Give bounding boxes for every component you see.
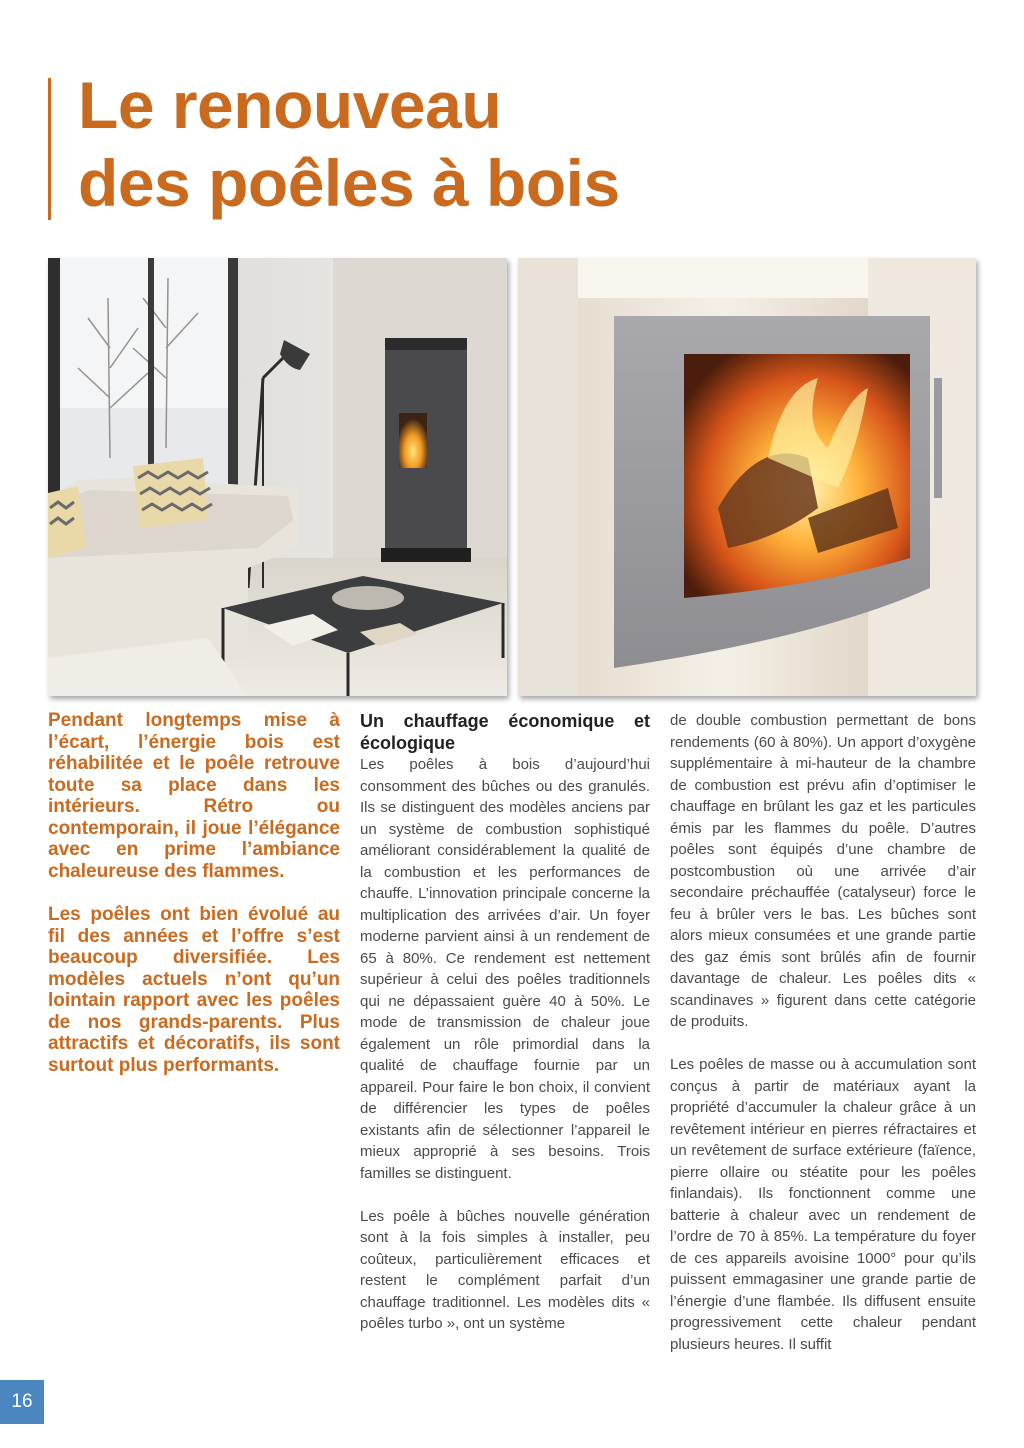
body-column-2 xyxy=(360,710,650,1335)
section-heading: Un chauffage économique et écologique xyxy=(360,711,650,753)
intro-paragraph-2: Les poêles ont bien évolué au fil des années et l’offre s’est beaucoup diversifiée. Les modèles actuels n’ont qu’un lointain rapport avec les poêles de nos grands-parents. Plus attractifs et décoratifs, ils sont surtout plus performants. xyxy=(48,904,340,1076)
intro-paragraph-1: Pendant longtemps mise à l’écart, l’énergie bois est réhabilitée et le poêle retrouve toute sa place dans les intérieurs. Rétro ou contemporain, il joue l’élégance avec en prime l’ambiance chaleureuse des flammes. xyxy=(48,710,340,882)
body-paragraph: de double combustion permettant de bons rendements (60 à 80%). Un apport d’oxygène supplémentaire à mi-hauteur de la chambre de combustion est prévu afin d’optimiser le chauffage en brûlant les gaz et les particules émis par les flammes du poêle. D’autres poêles sont équipés d’une chambre de postcombustion où une arrivée d’air secondaire préchauffée (catalyseur) force le feu à brûler vers le bas. Les bûches sont alors mieux consumées et une grande partie des gaz émis sont brûlés afin de fournir davantage de chaleur. Les poêles dits « scandinaves » figurent dans cette catégorie de produits. xyxy=(670,712,976,1030)
living-room-pellet-stove-photo xyxy=(48,258,507,696)
body-paragraph: Les poêle à bûches nouvelle génération sont à la fois simples à installer, peu coûteux, particulièrement efficaces et restent le complément parfait d’un chauffage traditionnel. Les modèles dits « poêles turbo », ont un système xyxy=(360,1207,650,1332)
body-paragraph: Les poêles à bois d’aujourd’hui consomment des bûches ou des granulés. Ils se distinguent des modèles anciens par un système de combustion sophistiqué améliorant considérablement la qualité de la combustion et les performances de chauffe. L’innovation principale concerne la multiplication des arrivées d’air. Un foyer moderne parvient ainsi à un rendement de 65 à 80%. Ce rendement est nettement supérieur à celui des poêles traditionnels qui ne dépassaient guère 40 à 50%. Le mode de transmission de chaleur joue également un rôle primordial dans la qualité de chauffage fournie par un appareil. Pour faire le bon choix, il convient de différencier les types de poêles existants afin de sélectionner l’appareil le mieux approprié à ses besoins. Trois familles se distinguent. xyxy=(360,756,650,1182)
page-number: 16 xyxy=(0,1380,44,1424)
body-column-3 xyxy=(670,710,976,1355)
curved-glass-wood-stove-photo xyxy=(518,258,976,696)
page-title-line-1: Le renouveau xyxy=(78,68,502,142)
page-title xyxy=(78,66,978,222)
body-paragraph: Les poêles de masse ou à accumulation sont conçus à partir de matériaux ayant la propriété d’accumuler la chaleur grâce à un revêtement intérieur en pierres réfractaires et un revêtement de surface extérieure (faïence, pierre ollaire ou stéatite pour les poêles finlandais). Ils fonctionnent comme une batterie à chaleur avec un rendement de l’ordre de 70 à 85%. La température du foyer de ces appareils avoisine 1000° pour qu’ils puissent emmagasiner une grande partie de l’énergie d’une flambée. Ils diffusent ensuite progressivement cette chaleur pendant plusieurs heures. Il suffit xyxy=(670,1056,976,1353)
title-accent-bar xyxy=(48,78,51,220)
page-title-line-2: des poêles à bois xyxy=(78,146,620,220)
intro-column xyxy=(48,710,340,1076)
